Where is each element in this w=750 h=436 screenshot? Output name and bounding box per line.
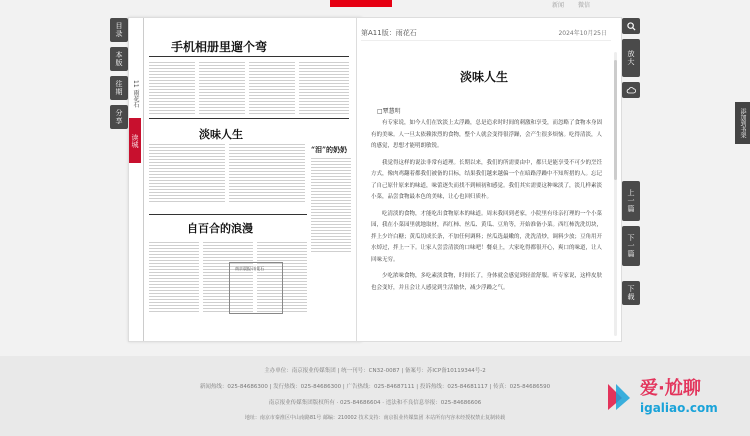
- text-column: [149, 144, 225, 204]
- watermark-brand: 爱·尬聊: [640, 378, 701, 399]
- divider: [149, 56, 349, 57]
- add-to-shelf-tab[interactable]: 添加到书架: [735, 102, 750, 144]
- article-byline: □覃慧明: [377, 108, 401, 115]
- article-reader: [356, 17, 622, 342]
- headline-2[interactable]: 淡味人生: [199, 128, 243, 141]
- newspaper-page-image[interactable]: [128, 17, 362, 342]
- edge-page-label: 11 雨花石: [132, 80, 139, 108]
- scrollbar-thumb[interactable]: [614, 60, 617, 180]
- top-link-news[interactable]: 新闻: [551, 2, 564, 9]
- divider: [361, 40, 611, 41]
- download-label: 下载: [627, 285, 635, 301]
- previous-article-button[interactable]: [622, 181, 640, 221]
- text-column: [229, 144, 305, 204]
- cloud-icon: [626, 87, 636, 94]
- footer-row: 地址：南京市秦淮区中山南路81号 邮编：210002 技术支持：南京报业传媒集团 本站所有内容未经授权禁止复制转载: [244, 415, 506, 421]
- article-paragraph: 吃清淡的食物，才能吃出食物原本的味道。周末我回到老家，小院里有母亲打理的一个小菜园，我在小菜园里就地取材，西红柿、丝瓜、黄瓜、豆角等，开始准备小菜。西红柿洗洗切块，拌上少许白糖；黄瓜切成长条，不加任何调料；丝瓜选最嫩的，洗洗清炒，调料少放；豆角用开水焯过，拌上一下。让家人尝尝清淡的口味吧！餐桌上，大家吃得都很开心，爽口的味道，让人回味无穷。: [371, 210, 603, 263]
- rail-spacer: [622, 271, 640, 281]
- top-links: [552, 0, 590, 9]
- page-edge: [129, 18, 144, 341]
- article-paragraph: 少吃浓味食物，多吃素淡食物，时间长了，身体就会感觉到轻盈舒服。听专家说，这样皮肤也会变好，并且会让人感觉到生活愉快，减少浮躁之气。: [371, 273, 603, 291]
- footer-row: 新闻热线：025-84686300 | 发行热线：025-84686300 | 广告热线：025-84687111 | 投诉热线：025-84681117 | 传真：025-84686590: [199, 384, 551, 390]
- reader-mode-button[interactable]: [622, 82, 640, 98]
- zoom-label: 放大: [627, 50, 635, 66]
- right-rail: [622, 18, 640, 310]
- article-title: 淡味人生: [459, 70, 508, 84]
- reader-scrollbar[interactable]: [614, 52, 617, 336]
- next-article-button[interactable]: [622, 226, 640, 266]
- footer-row: 主办单位：南京报业传媒集团 | 统一刊号：CN32-0087 | 备案号：苏ICP备10119344号-2: [264, 368, 486, 374]
- download-button[interactable]: [622, 281, 640, 305]
- past-issues-button[interactable]: 往期: [110, 76, 128, 100]
- info-box-title: 南京晨报·雨花石: [235, 266, 265, 271]
- text-column: [149, 62, 195, 116]
- search-button[interactable]: [622, 18, 640, 34]
- search-icon: [627, 22, 636, 31]
- text-column: [249, 62, 295, 116]
- divider: [149, 214, 307, 215]
- edge-section-tag: 读城: [129, 118, 141, 163]
- article-paragraph: 我觉得这样的说法非常有道理。长期以来，我们的所需要由中，都只是能享受不可少的烹饪方式，像肉鸡翻着都我们被备的目标，结果我们越来越偏一个在暗路浮躁中不知所措的人。忘记了自己原什原来的味道，味蕾逐失而找不到顿初和感觉。我们其实需要这种味淡了，淡几样素淡小菜，品尝食物最本色的美味，让心也回归质朴。: [371, 159, 603, 200]
- next-article-label: 下一篇: [627, 234, 635, 258]
- page-label: 第A11版：雨花石: [361, 29, 417, 37]
- text-column: [299, 62, 349, 116]
- catalog-button[interactable]: 目录: [110, 18, 128, 42]
- text-column: [199, 62, 245, 116]
- watermark-logo-icon: [602, 380, 636, 414]
- left-rail: [110, 18, 128, 134]
- headline-4[interactable]: “泪”的奶奶: [311, 145, 348, 154]
- divider: [149, 118, 349, 119]
- issue-date: 2024年10月25日: [558, 30, 607, 37]
- rail-spacer: [622, 103, 640, 181]
- watermark: [600, 372, 740, 428]
- previous-article-label: 上一篇: [627, 189, 635, 213]
- watermark-domain: igaliao.com: [640, 401, 718, 415]
- headline-3[interactable]: 自百合的浪漫: [187, 222, 253, 235]
- share-button[interactable]: 分享: [110, 105, 128, 129]
- this-page-button[interactable]: 本版: [110, 47, 128, 71]
- headline-1[interactable]: 手机相册里遛个弯: [171, 40, 268, 54]
- top-link-wechat[interactable]: 微信: [577, 2, 590, 9]
- article-body: [371, 118, 607, 299]
- text-column: [311, 158, 351, 254]
- zoom-button[interactable]: [622, 39, 640, 77]
- article-paragraph: 有专家说，如今人们在饮淡上太浮躁，总是追求时时间的刺激和享受，而忽略了食物本身固有的美味。人一旦太依赖浓烈的食物，整个人就会变得很浮躁，会产生很多烦恼。吃得清淡，人的感觉，思想才能明朗敏锐。: [371, 120, 603, 149]
- footer-row: 南京报业传媒集团版权所有 · 025-84686604 · 违法和不良信息举报：025-84686606: [268, 400, 482, 406]
- masthead-logo: [330, 0, 392, 7]
- text-column: [149, 242, 199, 314]
